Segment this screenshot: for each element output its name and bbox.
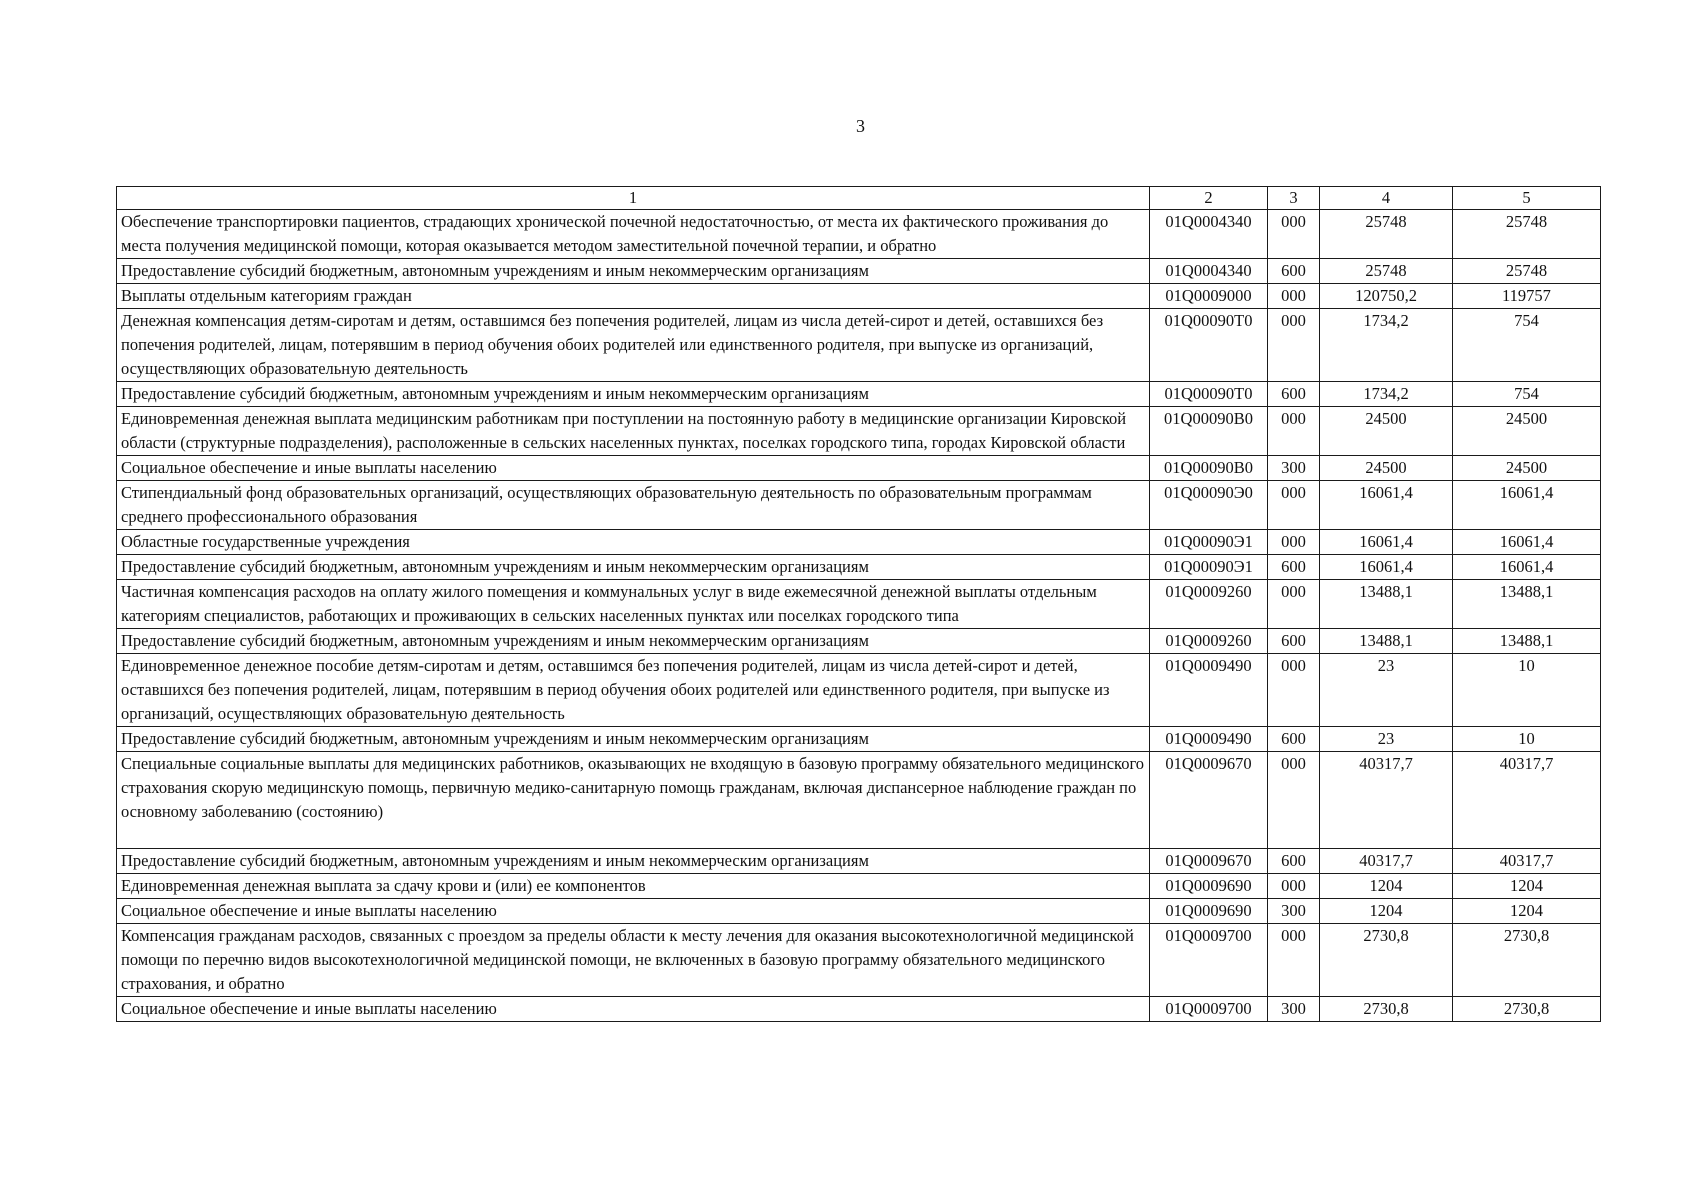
expense-name-cell: Предоставление субсидий бюджетным, автономным учреждениям и иным некоммерческим организациям: [117, 849, 1150, 874]
amount-col5-cell: 754: [1453, 382, 1601, 407]
expense-type-cell: 000: [1268, 309, 1320, 382]
expense-type-cell: 000: [1268, 210, 1320, 259]
amount-col4-cell: 1734,2: [1320, 382, 1453, 407]
target-code-cell: 01Q0009260: [1150, 629, 1268, 654]
expense-type-cell: 600: [1268, 629, 1320, 654]
amount-col4-cell: 1734,2: [1320, 309, 1453, 382]
column-header-code: 2: [1150, 187, 1268, 210]
expense-name-cell: Единовременное денежное пособие детям-сиротам и детям, оставшимся без попечения родителей, лицам из числа детей-сирот и детей, оставшихся без попечения родителей, лицам, потерявшим в период обучения обоих родителей или единственного родителя, при выпуске из организаций, осуществляющих образовательную деятельность: [117, 654, 1150, 727]
amount-col5-cell: 25748: [1453, 259, 1601, 284]
table-header: [117, 187, 1601, 210]
target-code-cell: 01Q0009490: [1150, 727, 1268, 752]
expense-type-cell: 000: [1268, 530, 1320, 555]
table-row: [117, 654, 1601, 727]
amount-col5-cell: 13488,1: [1453, 629, 1601, 654]
expense-type-cell: 300: [1268, 997, 1320, 1022]
table-row: [117, 727, 1601, 752]
amount-col5-cell: 1204: [1453, 899, 1601, 924]
budget-table: [116, 186, 1601, 1022]
expense-type-cell: 000: [1268, 654, 1320, 727]
expense-type-cell: 300: [1268, 456, 1320, 481]
expense-name-cell: Стипендиальный фонд образовательных организаций, осуществляющих образовательную деятельность по образовательным программам среднего профессионального образования: [117, 481, 1150, 530]
target-code-cell: 01Q00090В0: [1150, 407, 1268, 456]
target-code-cell: 01Q0004340: [1150, 210, 1268, 259]
expense-name-cell: Социальное обеспечение и иные выплаты населению: [117, 997, 1150, 1022]
amount-col4-cell: 23: [1320, 727, 1453, 752]
expense-type-cell: 600: [1268, 849, 1320, 874]
table-row: [117, 259, 1601, 284]
amount-col5-cell: 10: [1453, 654, 1601, 727]
amount-col4-cell: 16061,4: [1320, 530, 1453, 555]
table-row: [117, 849, 1601, 874]
expense-name-cell: Социальное обеспечение и иные выплаты населению: [117, 456, 1150, 481]
header-row: [117, 187, 1601, 210]
amount-col4-cell: 25748: [1320, 259, 1453, 284]
expense-type-cell: 600: [1268, 555, 1320, 580]
amount-col4-cell: 1204: [1320, 899, 1453, 924]
target-code-cell: 01Q00090Т0: [1150, 382, 1268, 407]
amount-col4-cell: 120750,2: [1320, 284, 1453, 309]
target-code-cell: 01Q0009490: [1150, 654, 1268, 727]
target-code-cell: 01Q00090Э1: [1150, 530, 1268, 555]
target-code-cell: 01Q0009670: [1150, 849, 1268, 874]
target-code-cell: 01Q0009260: [1150, 580, 1268, 629]
expense-name-cell: Предоставление субсидий бюджетным, автономным учреждениям и иным некоммерческим организациям: [117, 629, 1150, 654]
target-code-cell: 01Q00090Э0: [1150, 481, 1268, 530]
target-code-cell: 01Q00090Э1: [1150, 555, 1268, 580]
expense-name-cell: Предоставление субсидий бюджетным, автономным учреждениям и иным некоммерческим организациям: [117, 555, 1150, 580]
target-code-cell: 01Q0009000: [1150, 284, 1268, 309]
expense-name-cell: Единовременная денежная выплата за сдачу крови и (или) ее компонентов: [117, 874, 1150, 899]
amount-col5-cell: 24500: [1453, 456, 1601, 481]
expense-type-cell: 000: [1268, 580, 1320, 629]
expense-type-cell: 000: [1268, 284, 1320, 309]
amount-col5-cell: 25748: [1453, 210, 1601, 259]
target-code-cell: 01Q0009700: [1150, 924, 1268, 997]
amount-col4-cell: 13488,1: [1320, 580, 1453, 629]
column-header-type: 3: [1268, 187, 1320, 210]
amount-col4-cell: 2730,8: [1320, 924, 1453, 997]
table-row: [117, 530, 1601, 555]
expense-name-cell: Предоставление субсидий бюджетным, автономным учреждениям и иным некоммерческим организациям: [117, 382, 1150, 407]
expense-type-cell: 600: [1268, 259, 1320, 284]
target-code-cell: 01Q0009670: [1150, 752, 1268, 849]
amount-col5-cell: 13488,1: [1453, 580, 1601, 629]
page-number: 3: [856, 116, 865, 136]
expense-name-cell: Компенсация гражданам расходов, связанных с проездом за пределы области к месту лечения для оказания высокотехнологичной медицинской помощи по перечню видов высокотехнологичной медицинской помощи, не включенных в базовую программу обязательного медицинского страхования, и обратно: [117, 924, 1150, 997]
amount-col4-cell: 40317,7: [1320, 849, 1453, 874]
table-row: [117, 481, 1601, 530]
table-row: [117, 924, 1601, 997]
expense-name-cell: Выплаты отдельным категориям граждан: [117, 284, 1150, 309]
amount-col5-cell: 16061,4: [1453, 555, 1601, 580]
table-row: [117, 407, 1601, 456]
expense-name-cell: Обеспечение транспортировки пациентов, страдающих хронической почечной недостаточностью, от места их фактического проживания до места получения медицинской помощи, которая оказывается методом заместительной почечной терапии, и обратно: [117, 210, 1150, 259]
expense-name-cell: Предоставление субсидий бюджетным, автономным учреждениям и иным некоммерческим организациям: [117, 259, 1150, 284]
expense-name-cell: Единовременная денежная выплата медицинским работникам при поступлении на постоянную работу в медицинские организации Кировской области (структурные подразделения), расположенные в сельских населенных пунктах, поселках городского типа, городах Кировской области: [117, 407, 1150, 456]
amount-col4-cell: 16061,4: [1320, 481, 1453, 530]
expense-type-cell: 000: [1268, 481, 1320, 530]
amount-col4-cell: 16061,4: [1320, 555, 1453, 580]
amount-col4-cell: 1204: [1320, 874, 1453, 899]
amount-col5-cell: 16061,4: [1453, 481, 1601, 530]
amount-col4-cell: 2730,8: [1320, 997, 1453, 1022]
expense-name-cell: Предоставление субсидий бюджетным, автономным учреждениям и иным некоммерческим организациям: [117, 727, 1150, 752]
table-row: [117, 456, 1601, 481]
table-row: [117, 874, 1601, 899]
amount-col5-cell: 40317,7: [1453, 849, 1601, 874]
expense-type-cell: 000: [1268, 407, 1320, 456]
expense-type-cell: 000: [1268, 924, 1320, 997]
amount-col5-cell: 2730,8: [1453, 924, 1601, 997]
amount-col5-cell: 119757: [1453, 284, 1601, 309]
target-code-cell: 01Q0004340: [1150, 259, 1268, 284]
table-row: [117, 629, 1601, 654]
table-row: [117, 899, 1601, 924]
amount-col5-cell: 754: [1453, 309, 1601, 382]
target-code-cell: 01Q00090Т0: [1150, 309, 1268, 382]
amount-col4-cell: 13488,1: [1320, 629, 1453, 654]
table-row: [117, 382, 1601, 407]
table-row: [117, 284, 1601, 309]
column-header-amount-5: 5: [1453, 187, 1601, 210]
expense-type-cell: 600: [1268, 727, 1320, 752]
expense-name-cell: Частичная компенсация расходов на оплату жилого помещения и коммунальных услуг в виде ежемесячной денежной выплаты отдельным категориям специалистов, работающих и проживающих в сельских населенных пунктах или поселках городского типа: [117, 580, 1150, 629]
target-code-cell: 01Q0009690: [1150, 899, 1268, 924]
table-row: [117, 752, 1601, 849]
expense-name-cell: Специальные социальные выплаты для медицинских работников, оказывающих не входящую в базовую программу обязательного медицинского страхования скорую медицинскую помощь, первичную медико-санитарную помощь гражданам, включая диспансерное наблюдение граждан по основному заболеванию (состоянию): [117, 752, 1150, 849]
expense-type-cell: 600: [1268, 382, 1320, 407]
amount-col4-cell: 24500: [1320, 407, 1453, 456]
table-row: [117, 580, 1601, 629]
amount-col5-cell: 1204: [1453, 874, 1601, 899]
amount-col5-cell: 40317,7: [1453, 752, 1601, 849]
amount-col5-cell: 16061,4: [1453, 530, 1601, 555]
amount-col4-cell: 40317,7: [1320, 752, 1453, 849]
column-header-amount-4: 4: [1320, 187, 1453, 210]
amount-col4-cell: 25748: [1320, 210, 1453, 259]
table-row: [117, 997, 1601, 1022]
amount-col4-cell: 23: [1320, 654, 1453, 727]
target-code-cell: 01Q0009690: [1150, 874, 1268, 899]
expense-name-cell: Социальное обеспечение и иные выплаты населению: [117, 899, 1150, 924]
amount-col5-cell: 10: [1453, 727, 1601, 752]
table-row: [117, 555, 1601, 580]
target-code-cell: 01Q0009700: [1150, 997, 1268, 1022]
column-header-name: 1: [117, 187, 1150, 210]
table-row: [117, 309, 1601, 382]
expense-type-cell: 000: [1268, 874, 1320, 899]
target-code-cell: 01Q00090В0: [1150, 456, 1268, 481]
expense-type-cell: 300: [1268, 899, 1320, 924]
expense-type-cell: 000: [1268, 752, 1320, 849]
amount-col5-cell: 2730,8: [1453, 997, 1601, 1022]
table-row: [117, 210, 1601, 259]
amount-col4-cell: 24500: [1320, 456, 1453, 481]
table-body: [117, 210, 1601, 1022]
expense-name-cell: Денежная компенсация детям-сиротам и детям, оставшимся без попечения родителей, лицам из числа детей-сирот и детей, оставшихся без попечения родителей, лицам, потерявшим в период обучения обоих родителей или единственного родителя, при выпуске из организаций, осуществляющих образовательную деятельность: [117, 309, 1150, 382]
expense-name-cell: Областные государственные учреждения: [117, 530, 1150, 555]
amount-col5-cell: 24500: [1453, 407, 1601, 456]
